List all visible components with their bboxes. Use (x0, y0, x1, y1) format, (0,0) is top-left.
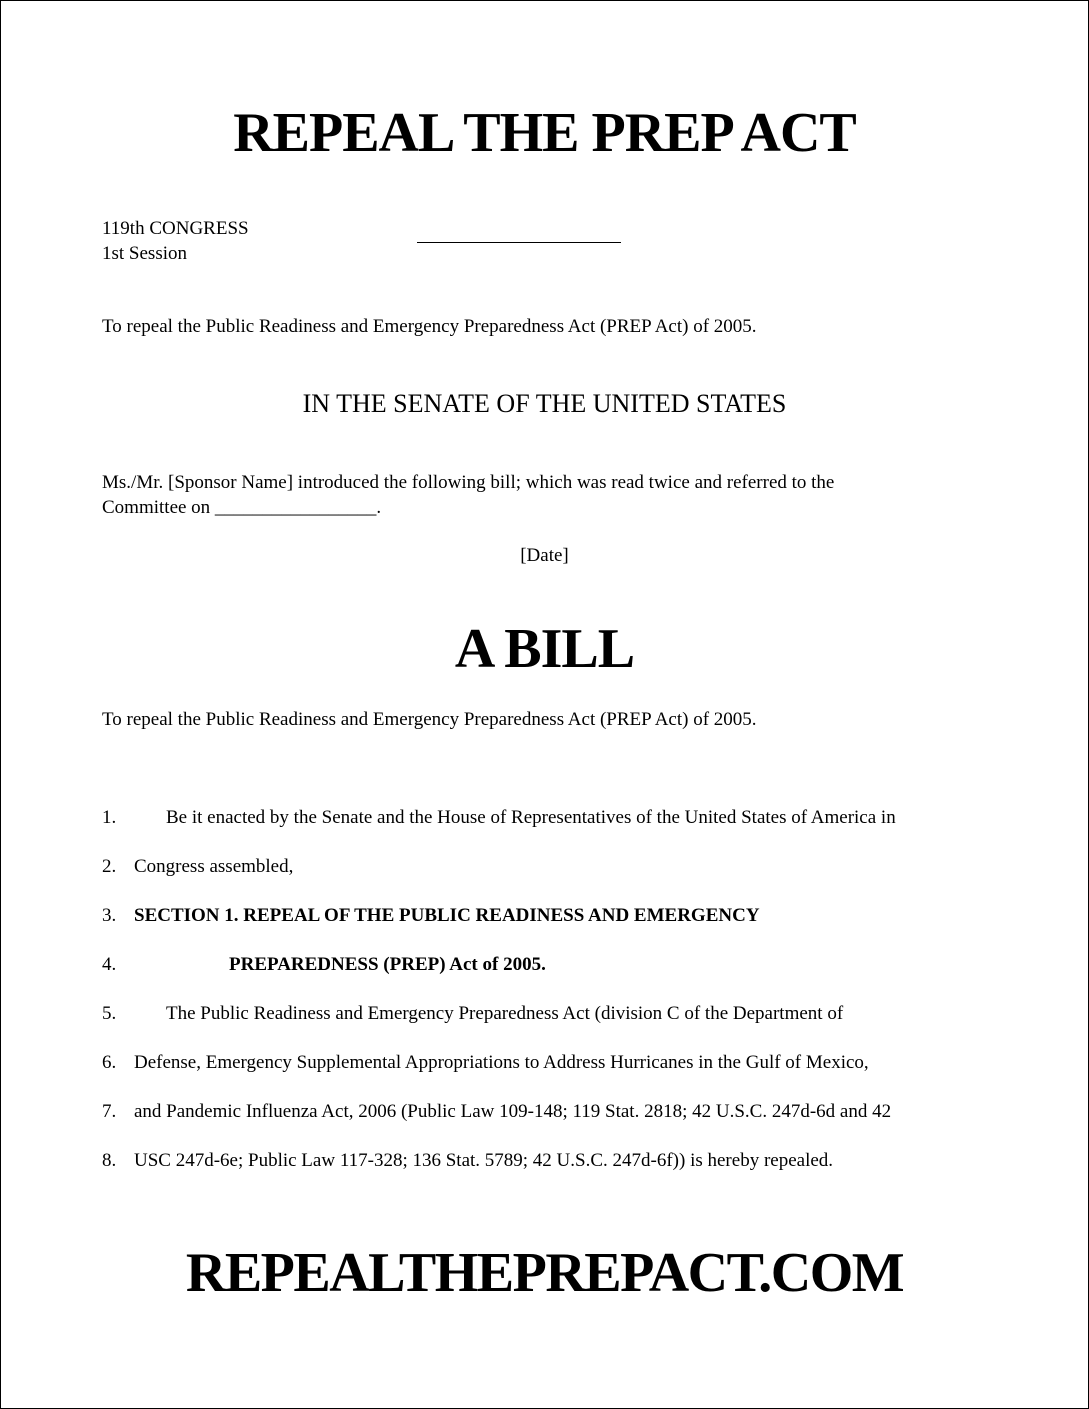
bill-purpose-text: To repeal the Public Readiness and Emergency Preparedness Act (PREP Act) of 2005. (102, 709, 757, 730)
bill-line-5 (102, 1002, 843, 1026)
bill-line-2 (102, 855, 293, 879)
bill-number-blank (417, 242, 621, 243)
line-number: 7. (102, 1101, 117, 1122)
purpose-text: To repeal the Public Readiness and Emergency Preparedness Act (PREP Act) of 2005. (102, 316, 757, 337)
chamber-heading: IN THE SENATE OF THE UNITED STATES (302, 389, 787, 418)
bill-line-7 (102, 1100, 891, 1124)
line-number: 6. (102, 1052, 117, 1073)
date-placeholder: [Date] (520, 545, 569, 566)
line-number: 8. (102, 1150, 117, 1171)
line-number: 3. (102, 905, 117, 926)
introduction-line-1: Ms./Mr. [Sponsor Name] introduced the following bill; which was read twice and referred to the (102, 472, 835, 493)
section-heading-text: SECTION 1. REPEAL OF THE PUBLIC READINESS AND EMERGENCY (134, 905, 760, 926)
line-number: 2. (102, 856, 117, 877)
line-number: 5. (102, 1003, 117, 1024)
bill-line-6 (102, 1051, 869, 1075)
line-text: Congress assembled, (134, 856, 294, 877)
bill-heading: A BILL (454, 618, 635, 680)
line-text: Be it enacted by the Senate and the House of Representatives of the United States of America in (166, 807, 896, 828)
line-text: The Public Readiness and Emergency Preparedness Act (division C of the Department of (166, 1003, 844, 1024)
section-heading-text: PREPAREDNESS (PREP) Act of 2005. (229, 954, 546, 975)
bill-line-8 (102, 1149, 833, 1173)
website-footer: REPEALTHEPREPACT.COM (185, 1242, 904, 1304)
line-text: USC 247d-6e; Public Law 117-328; 136 Stat. 5789; 42 U.S.C. 247d-6f)) is hereby repealed. (134, 1150, 834, 1171)
line-text: Defense, Emergency Supplemental Appropriations to Address Hurricanes in the Gulf of Mexico, (134, 1052, 869, 1073)
bill-line-1 (102, 806, 896, 830)
line-number: 1. (102, 807, 117, 828)
line-text: and Pandemic Influenza Act, 2006 (Public Law 109-148; 119 Stat. 2818; 42 U.S.C. 247d-6d and 42 (134, 1101, 892, 1122)
bill-line-4 (102, 953, 546, 977)
introduction-line-2: Committee on _________________. (102, 497, 382, 518)
session-label: 1st Session (102, 243, 187, 264)
line-number: 4. (102, 954, 117, 975)
document-title: REPEAL THE PREP ACT (233, 102, 856, 164)
congress-label: 119th CONGRESS (102, 218, 249, 239)
bill-line-3 (102, 904, 760, 928)
